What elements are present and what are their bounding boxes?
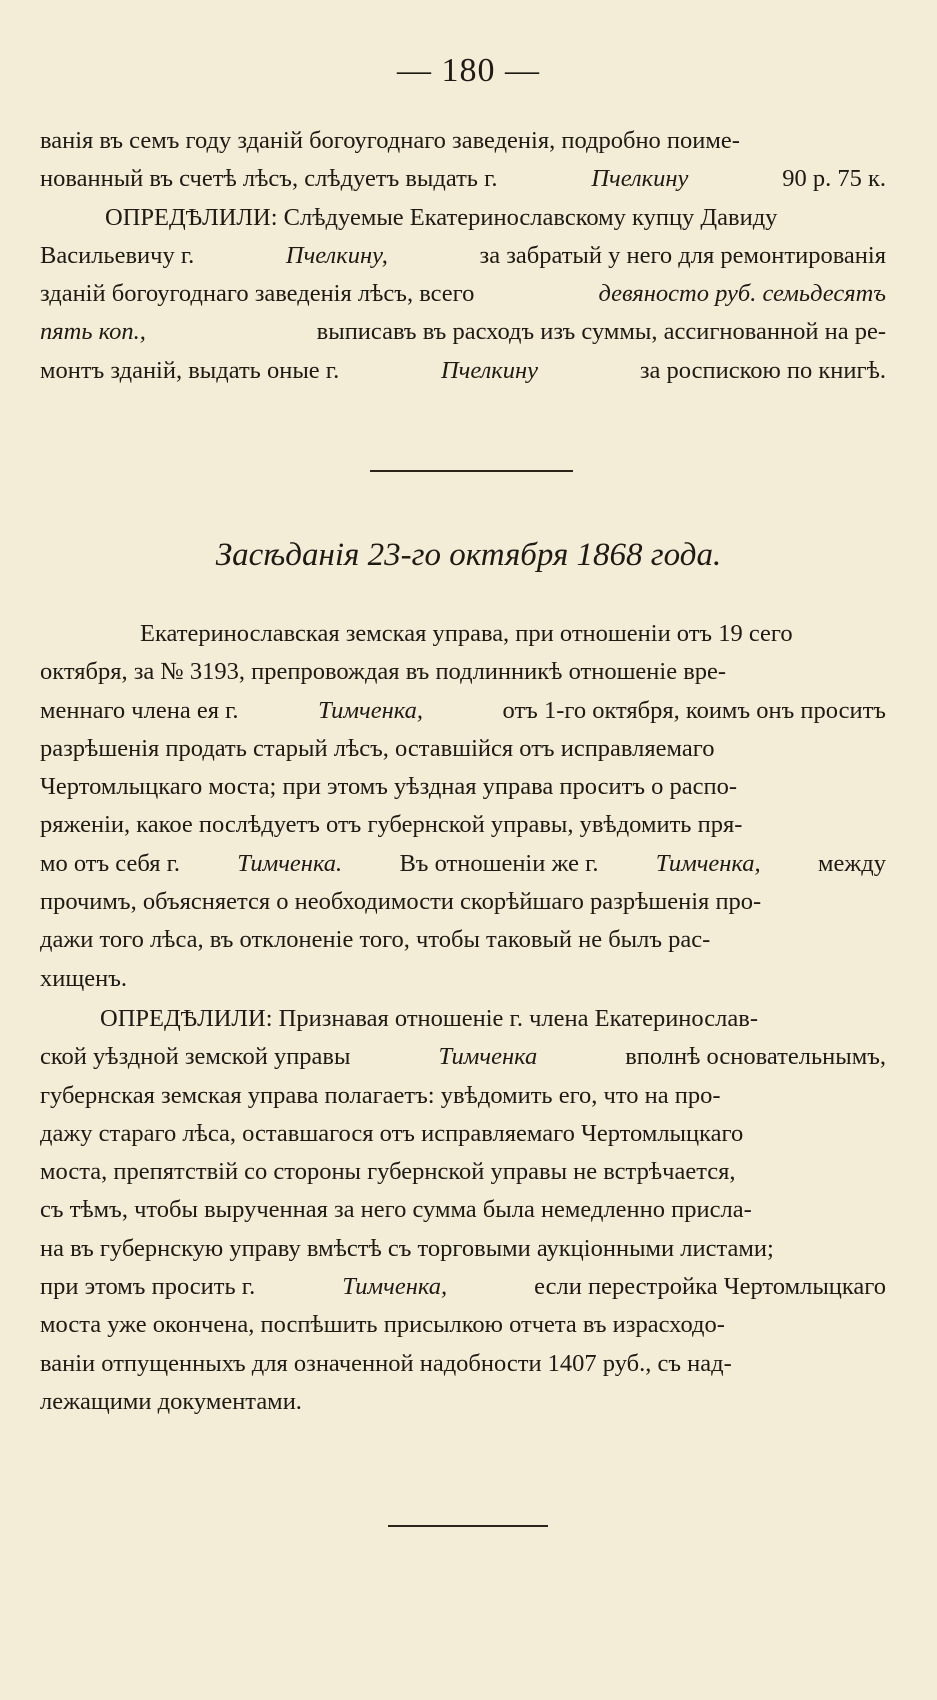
text-line xyxy=(40,615,886,653)
text-span: выписавъ въ расходъ изъ суммы, ассигнованной на ре- xyxy=(316,318,886,346)
text-span: за забратый у него для ремонтированія xyxy=(479,241,886,269)
text-span: ваніи отпущенныхъ для означенной надобности 1407 руб., съ над- xyxy=(40,1349,732,1377)
text-span: прочимъ, объясняется о необходимости скорѣйшаго разрѣшенія про- xyxy=(40,888,762,916)
text-line xyxy=(40,960,886,998)
text-span: губернская земская управа полагаетъ: увѣдомить его, что на про- xyxy=(40,1081,721,1109)
text-span: зданій богоугоднаго заведенія лѣсъ, всего xyxy=(40,280,475,308)
text-span: ОПРЕДѢЛИЛИ: Признавая отношеніе г. члена Екатеринослав- xyxy=(100,1005,758,1032)
session-heading: Засѣданія 23-го октября 1868 года. xyxy=(215,537,722,573)
text-span: ванія въ семъ году зданій богоугоднаго заведенія, подробно поиме- xyxy=(40,127,740,154)
italic-name: Тимченка, xyxy=(655,849,761,877)
italic-amount: девяносто руб. семьдесятъ xyxy=(598,280,886,308)
text-span: съ тѣмъ, чтобы вырученная за него сумма была немедленно присла- xyxy=(40,1196,752,1224)
text-line xyxy=(40,653,886,691)
text-line xyxy=(40,692,886,730)
text-span: ской уѣздной земской управы xyxy=(40,1043,351,1071)
italic-name: Пчелкину, xyxy=(285,241,388,269)
text-line xyxy=(40,237,886,275)
text-span: меннаго члена ея г. xyxy=(40,696,239,724)
text-span: если перестройка Чертомлыцкаго xyxy=(534,1273,886,1301)
text-line xyxy=(40,275,886,313)
text-span: октября, за № 3193, препровождая въ подлинникѣ отношеніе вре- xyxy=(40,658,727,686)
text-line xyxy=(40,1306,886,1344)
text-span: нованный въ счетѣ лѣсъ, слѣдуетъ выдать г. xyxy=(40,165,498,193)
text-span: монтъ зданій, выдать оные г. xyxy=(40,356,340,384)
text-line xyxy=(40,1230,886,1268)
text-span: дажу стараго лѣса, оставшагося отъ исправляемаго Чертомлыцкаго xyxy=(40,1119,744,1147)
paragraph-resolution-pchelkin xyxy=(40,122,886,390)
italic-name: Тимченка, xyxy=(342,1273,448,1301)
text-span: ОПРЕДѢЛИЛИ: Слѣдуемые Екатеринославскому купцу Давиду xyxy=(105,203,778,231)
text-line xyxy=(40,806,886,844)
italic-name: Пчелкину xyxy=(591,165,689,193)
text-line xyxy=(40,122,886,160)
text-line xyxy=(40,1077,886,1115)
text-line xyxy=(40,1115,886,1153)
text-line xyxy=(40,313,886,351)
text-line xyxy=(40,160,886,198)
italic-name: Тимченка. xyxy=(237,849,343,877)
italic-name: Пчелкину xyxy=(440,356,539,384)
text-line xyxy=(40,1000,886,1038)
page-number: — 180 — xyxy=(397,52,540,89)
text-line xyxy=(40,352,886,390)
text-line xyxy=(40,1191,886,1229)
paragraph-resolution-timchenko xyxy=(40,1000,886,1421)
text-span: разрѣшенія продать старый лѣсъ, оставшійся отъ исправляемаго xyxy=(40,734,715,762)
text-line xyxy=(40,1153,886,1191)
text-span: моста уже окончена, поспѣшить присылкою отчета въ израсходо- xyxy=(40,1311,725,1339)
text-line xyxy=(40,199,886,237)
text-span: Васильевичу г. xyxy=(40,241,195,269)
italic-name: Тимченка xyxy=(438,1043,538,1071)
italic-name: Тимченка, xyxy=(318,696,423,724)
text-span: Въ отношеніи же г. xyxy=(399,849,599,877)
text-line xyxy=(40,1345,886,1383)
text-line xyxy=(40,1038,886,1076)
text-line xyxy=(40,921,886,959)
text-span: хищенъ. xyxy=(40,964,128,992)
text-line xyxy=(40,1268,886,1306)
text-span: моста, препятствій со стороны губернской управы не встрѣчается, xyxy=(40,1158,736,1186)
text-span: отъ 1-го октября, коимъ онъ проситъ xyxy=(502,696,886,724)
paragraph-uyezd-request xyxy=(40,615,886,998)
text-line xyxy=(40,730,886,768)
text-span: вполнѣ основательнымъ, xyxy=(625,1043,886,1071)
text-span: на въ губернскую управу вмѣстѣ съ торговыми аукціонными листами; xyxy=(40,1234,774,1262)
text-span: между xyxy=(817,849,886,877)
text-line xyxy=(40,1383,886,1421)
divider-rule xyxy=(370,470,573,472)
text-span: Екатеринославская земская управа, при отношеніи отъ 19 сего xyxy=(140,620,793,647)
text-line xyxy=(40,845,886,883)
text-span: при этомъ просить г. xyxy=(40,1273,256,1301)
divider-rule xyxy=(388,1525,548,1527)
text-span: 90 р. 75 к. xyxy=(782,165,886,193)
italic-amount: пять коп., xyxy=(40,318,146,346)
text-span: Чертомлыцкаго моста; при этомъ уѣздная управа проситъ о распо- xyxy=(40,773,738,801)
text-line xyxy=(40,768,886,806)
text-span: мо отъ себя г. xyxy=(40,849,181,877)
text-line xyxy=(40,883,886,921)
text-span: лежащими документами. xyxy=(40,1387,302,1415)
text-span: ряженіи, какое послѣдуетъ отъ губернской управы, увѣдомить пря- xyxy=(40,811,743,839)
text-span: за роспискою по книгѣ. xyxy=(639,356,886,384)
text-span: дажи того лѣса, въ отклоненіе того, чтобы таковый не былъ рас- xyxy=(40,926,711,954)
